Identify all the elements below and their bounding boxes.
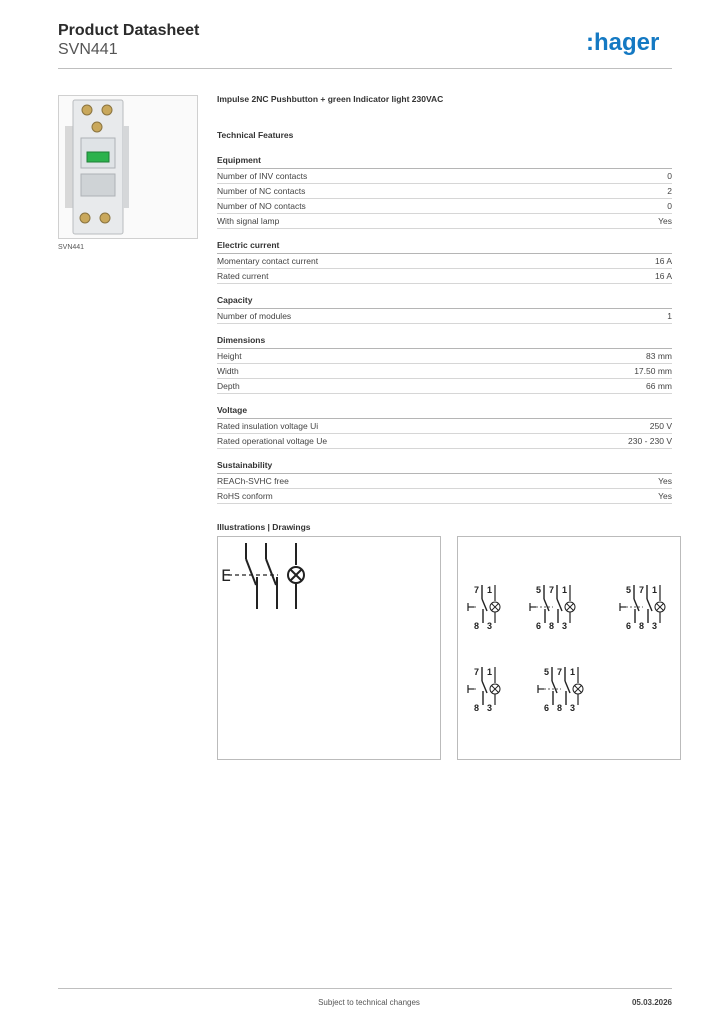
spec-row [217, 419, 672, 434]
terminal-number: 3 [487, 621, 493, 631]
terminal-diagram [538, 667, 583, 713]
spec-value: 2 [667, 186, 672, 196]
spec-value: 66 mm [646, 381, 672, 391]
circuit-symbol-drawing [217, 536, 441, 760]
spec-value: 0 [667, 201, 672, 211]
product-description: Impulse 2NC Pushbutton + green Indicator light 230VAC [217, 94, 444, 104]
terminal-number: 7 [474, 667, 480, 677]
terminal-number: 1 [652, 585, 658, 595]
circuit-symbol [218, 537, 440, 759]
terminal-number: 5 [536, 585, 542, 595]
terminal-number: 6 [536, 621, 542, 631]
spec-label: Height [217, 351, 242, 361]
terminal-number: 7 [474, 585, 480, 595]
section-capacity [217, 295, 672, 324]
spec-row [217, 214, 672, 229]
terminal-number: 7 [549, 585, 555, 595]
svg-text:E: E [221, 566, 232, 585]
spec-label: Number of INV contacts [217, 171, 308, 181]
spec-value: 17.50 mm [634, 366, 672, 376]
lamp-icon [573, 684, 583, 694]
terminal-number: 3 [570, 703, 576, 713]
spec-row [217, 349, 672, 364]
section-title: Capacity [217, 295, 672, 309]
lamp-icon [490, 684, 500, 694]
terminal-number: 5 [626, 585, 632, 595]
spec-row [217, 474, 672, 489]
terminal-number: 1 [562, 585, 568, 595]
terminal-number: 7 [557, 667, 563, 677]
terminal-diagrams-drawing [457, 536, 681, 760]
technical-content [217, 94, 672, 532]
spec-row [217, 199, 672, 214]
terminal-number: 7 [639, 585, 645, 595]
spec-value: 83 mm [646, 351, 672, 361]
terminal-number: 6 [626, 621, 632, 631]
spec-label: Rated insulation voltage Ui [217, 421, 319, 431]
spec-label: With signal lamp [217, 216, 280, 226]
feature-sections [217, 155, 672, 504]
technical-features-heading: Technical Features [217, 130, 294, 140]
lamp-icon [565, 602, 575, 612]
spec-row [217, 184, 672, 199]
section-electric-current [217, 240, 672, 284]
section-sustainability [217, 460, 672, 504]
spec-row [217, 169, 672, 184]
footer-note: Subject to technical changes [318, 998, 420, 1007]
spec-value: Yes [658, 476, 672, 486]
spec-label: Number of NO contacts [217, 201, 306, 211]
spec-label: Momentary contact current [217, 256, 319, 266]
footer-divider [58, 988, 672, 989]
terminal-number: 3 [487, 703, 493, 713]
spec-label: Depth [217, 381, 240, 391]
terminal-number: 8 [474, 703, 480, 713]
terminal-number: 1 [570, 667, 576, 677]
spec-value: Yes [658, 216, 672, 226]
terminal-diagram [530, 585, 575, 631]
spec-value: Yes [658, 491, 672, 501]
terminal-number: 8 [557, 703, 563, 713]
terminal-diagram [468, 667, 500, 713]
section-title: Voltage [217, 405, 672, 419]
spec-label: Rated current [217, 271, 269, 281]
terminal-number: 8 [549, 621, 555, 631]
product-image [58, 95, 198, 239]
svg-text::hager: :hager [586, 29, 660, 56]
terminal-number: 1 [487, 585, 493, 595]
spec-value: 230 - 230 V [628, 436, 672, 446]
spec-label: REACh-SVHC free [217, 476, 289, 486]
spec-value: 1 [667, 311, 672, 321]
product-code: SVN441 [58, 41, 118, 58]
spec-value: 0 [667, 171, 672, 181]
spec-value: 16 A [654, 271, 672, 281]
terminal-number: 5 [544, 667, 550, 677]
section-title: Equipment [217, 155, 672, 169]
terminal-number: 8 [639, 621, 645, 631]
terminal-diagrams [458, 537, 680, 759]
footer-date: 05.03.2026 [631, 998, 672, 1007]
spec-row [217, 489, 672, 504]
spec-value: 16 A [654, 256, 672, 266]
section-title: Dimensions [217, 335, 672, 349]
spec-row [217, 434, 672, 449]
spec-row [217, 379, 672, 394]
spec-label: RoHS conform [217, 491, 273, 501]
terminal-number: 6 [544, 703, 550, 713]
section-voltage [217, 405, 672, 449]
terminal-number: 8 [474, 621, 480, 631]
terminal-number: 3 [652, 621, 658, 631]
spec-value: 250 V [649, 421, 672, 431]
terminal-diagram [620, 585, 665, 631]
terminal-number: 1 [487, 667, 493, 677]
lamp-icon [490, 602, 500, 612]
spec-row [217, 364, 672, 379]
header-divider [58, 68, 672, 69]
hager-logo [586, 26, 672, 58]
spec-row [217, 269, 672, 284]
spec-label: Number of NC contacts [217, 186, 306, 196]
lamp-icon [655, 602, 665, 612]
spec-label: Number of modules [217, 311, 292, 321]
page-title: Product Datasheet [58, 22, 200, 39]
spec-row [217, 309, 672, 324]
spec-label: Width [217, 366, 239, 376]
section-equipment [217, 155, 672, 229]
spec-row [217, 254, 672, 269]
spec-label: Rated operational voltage Ue [217, 436, 328, 446]
section-dimensions [217, 335, 672, 394]
section-title: Sustainability [217, 460, 672, 474]
terminal-diagram [468, 585, 500, 631]
product-image-caption: SVN441 [58, 244, 85, 251]
section-title: Electric current [217, 240, 672, 254]
illustrations-heading: Illustrations | Drawings [217, 522, 311, 532]
terminal-number: 3 [562, 621, 568, 631]
page-header [58, 20, 672, 70]
